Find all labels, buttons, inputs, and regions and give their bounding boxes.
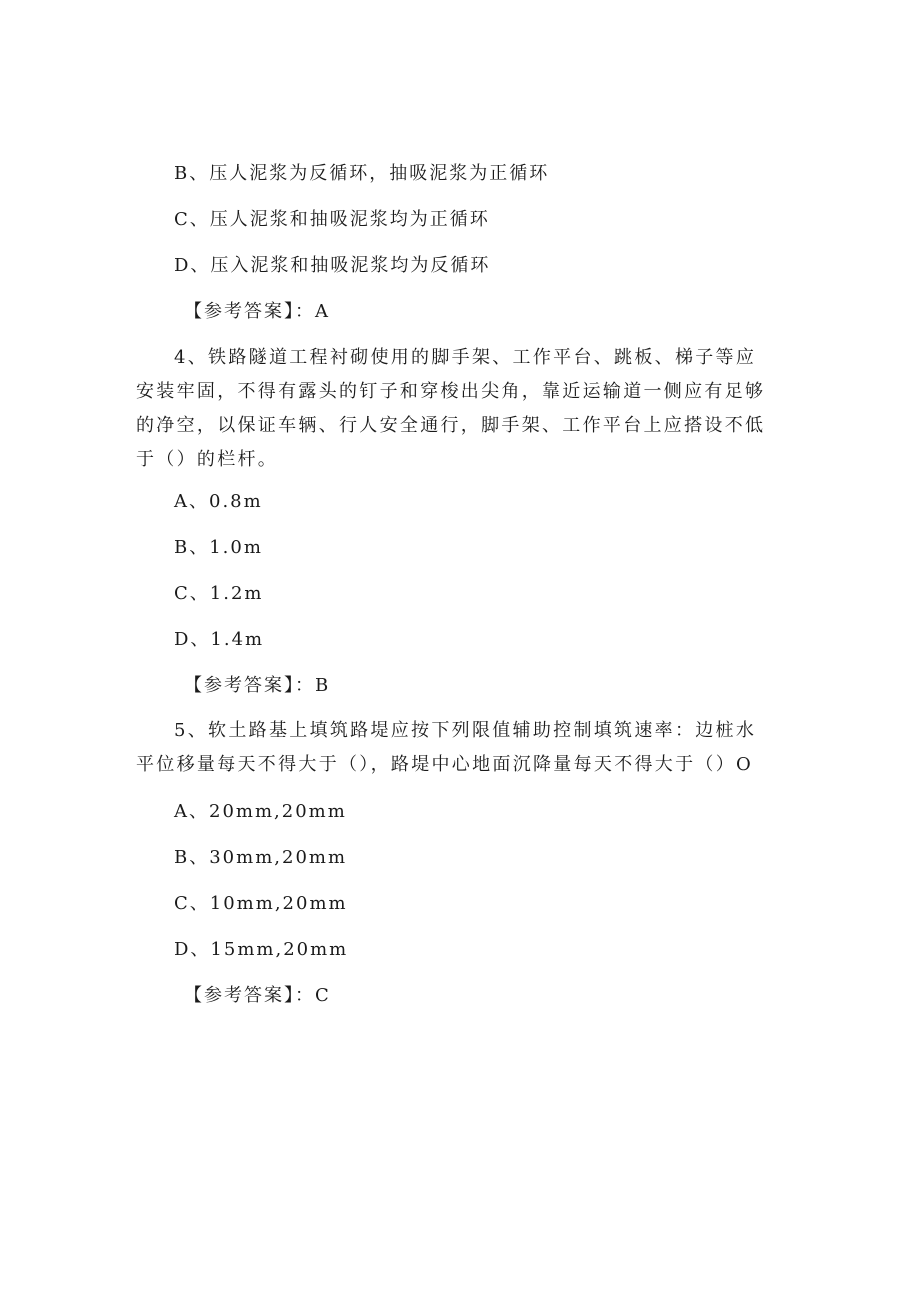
q4-option-a: A、0.8m	[174, 491, 263, 512]
q4-option-c: C、1.2m	[174, 583, 264, 604]
q3-option-b: B、压人泥浆为反循环，抽吸泥浆为正循环	[174, 163, 550, 184]
q5-stem: 5、软土路基上填筑路堤应按下列限值辅助控制填筑速率：边桩水平位移量每天不得大于（），路堤中心地面沉降量每天不得大于（）O	[136, 720, 757, 775]
q3-option-d: D、压入泥浆和抽吸泥浆均为反循环	[174, 255, 491, 276]
q4-option-d: D、1.4m	[174, 629, 265, 650]
q4-stem: 4、铁路隧道工程衬砌使用的脚手架、工作平台、跳板、梯子等应安装牢固，不得有露头的钉子和穿梭出尖角，靠近运输道一侧应有足够的净空，以保证车辆、行人安全通行，脚手架、工作平台上应搭设不低于（）的栏杆。	[136, 347, 766, 470]
q3-answer: 【参考答案】：A	[184, 301, 330, 322]
q5-option-a: A、20mm,20mm	[174, 801, 347, 822]
q4-option-b: B、1.0m	[174, 537, 263, 558]
q5-option-d: D、15mm,20mm	[174, 939, 349, 960]
q4-answer: 【参考答案】：B	[184, 675, 331, 696]
q5-option-b: B、30mm,20mm	[174, 847, 348, 868]
q5-option-c: C、10mm,20mm	[174, 893, 348, 914]
q5-answer: 【参考答案】：C	[184, 985, 331, 1006]
q3-option-c: C、压人泥浆和抽吸泥浆均为正循环	[174, 209, 490, 230]
